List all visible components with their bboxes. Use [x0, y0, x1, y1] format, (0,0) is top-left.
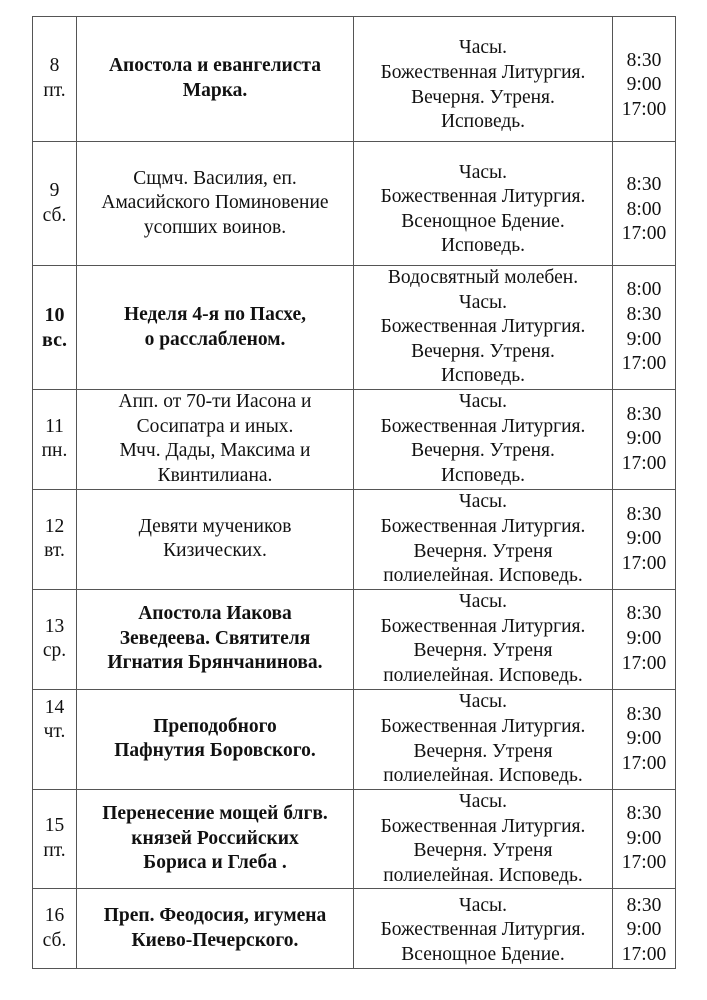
service-line: Вечерня. Утреня.	[411, 86, 555, 108]
times-cell	[613, 390, 676, 490]
schedule-row	[33, 889, 676, 969]
service-time: 9:00	[626, 74, 662, 96]
service-line: Часы.	[459, 491, 507, 513]
date-cell	[33, 266, 77, 390]
schedule-row	[33, 142, 676, 266]
service-time: 17:00	[621, 223, 667, 245]
schedule-row	[33, 789, 676, 889]
service-line: Часы.	[459, 161, 507, 183]
feast-line: Игнатия Брянчанинова.	[107, 652, 323, 674]
service-line: полиелейная. Исповедь.	[383, 765, 583, 787]
weekday: пн.	[41, 440, 68, 462]
schedule-row	[33, 689, 676, 789]
weekday: пт.	[43, 840, 66, 862]
feast-cell	[77, 142, 354, 266]
weekday: вс.	[42, 328, 67, 351]
service-line: Исповедь.	[440, 235, 526, 257]
service-line: Часы.	[459, 391, 507, 413]
date-cell	[33, 489, 77, 589]
service-time: 8:30	[626, 603, 662, 625]
day-number: 8	[49, 55, 60, 77]
service-line: Вечерня. Утреня	[413, 540, 553, 562]
date-cell	[33, 17, 77, 142]
feast-line: Девяти мучеников	[138, 515, 292, 537]
service-line: Божественная Литургия.	[380, 316, 586, 338]
feast-line: Сщмч. Василия, еп.	[133, 167, 297, 189]
times-cell	[613, 142, 676, 266]
service-line: Вечерня. Утреня.	[411, 340, 555, 362]
feast-line: Сосипатра и иных.	[136, 415, 294, 437]
feast-line: Апостола Иакова	[138, 603, 292, 625]
service-time: 8:30	[626, 303, 662, 325]
service-line: Часы.	[459, 291, 507, 313]
feast-line: Кизических.	[163, 540, 267, 562]
feast-line: усопших воинов.	[143, 216, 287, 238]
service-schedule-table	[32, 16, 676, 969]
weekday: пт.	[43, 80, 66, 101]
service-time: 8:30	[626, 403, 662, 425]
service-line: Водосвятный молебен.	[387, 267, 579, 289]
service-time: 8:30	[626, 803, 662, 825]
weekday: вт.	[44, 540, 65, 562]
feast-line: Апостола и евангелиста	[108, 55, 322, 77]
service-time: 17:00	[621, 943, 667, 965]
date-cell	[33, 689, 77, 789]
feast-line: Апп. от 70-ти Иасона и	[118, 391, 312, 413]
schedule-row	[33, 589, 676, 689]
feast-cell	[77, 17, 354, 142]
feast-cell	[77, 889, 354, 969]
feast-line: Перенесение мощей блгв.	[102, 803, 328, 825]
date-cell	[33, 589, 77, 689]
feast-line: Марка.	[182, 80, 248, 101]
service-line: Исповедь.	[440, 465, 526, 487]
day-number: 14	[44, 696, 65, 718]
service-line: Исповедь.	[440, 365, 526, 387]
service-line: Божественная Литургия.	[380, 815, 586, 837]
day-number: 15	[44, 815, 65, 837]
service-line: Божественная Литургия.	[380, 516, 586, 538]
services-cell	[354, 266, 613, 390]
day-number: 16	[44, 905, 65, 927]
service-time: 8:30	[626, 894, 662, 916]
service-line: полиелейная. Исповедь.	[383, 565, 583, 587]
service-time: 8:30	[626, 174, 662, 195]
times-cell	[613, 489, 676, 589]
service-time: 9:00	[626, 628, 662, 650]
day-number: 9	[49, 179, 60, 201]
date-cell	[33, 390, 77, 490]
service-time: 17:00	[621, 452, 667, 474]
feast-line: о расслабленом.	[144, 328, 286, 350]
service-time: 8:30	[626, 49, 662, 71]
service-line: Вечерня. Утреня	[413, 640, 553, 662]
feast-line: Преп. Феодосия, игумена	[103, 905, 327, 927]
services-cell	[354, 17, 613, 142]
services-cell	[354, 489, 613, 589]
schedule-row	[33, 390, 676, 490]
feast-cell	[77, 266, 354, 390]
feast-line: Пафнутия Боровского.	[114, 740, 316, 762]
service-line: Божественная Литургия.	[380, 186, 586, 208]
feast-line: Мчч. Дады, Максима и	[119, 440, 311, 462]
services-cell	[354, 689, 613, 789]
service-time: 17:00	[621, 353, 667, 375]
service-line: Вечерня. Утреня	[413, 840, 553, 862]
service-line: Часы.	[459, 691, 507, 713]
feast-line: Амасийского Поминовение	[101, 192, 329, 214]
service-line: Божественная Литургия.	[380, 919, 586, 941]
weekday: сб.	[42, 929, 67, 951]
feast-line: Бориса и Глеба .	[143, 852, 287, 874]
service-time: 9:00	[626, 919, 662, 941]
service-time: 8:00	[626, 198, 662, 220]
times-cell	[613, 889, 676, 969]
service-line: Вечерня. Утреня	[413, 740, 553, 762]
times-cell	[613, 266, 676, 390]
service-time: 9:00	[626, 827, 662, 849]
times-cell	[613, 589, 676, 689]
services-cell	[354, 390, 613, 490]
service-line: Исповедь.	[440, 111, 526, 133]
day-number: 11	[45, 415, 64, 437]
service-time: 8:30	[626, 703, 662, 725]
service-time: 17:00	[621, 98, 667, 120]
service-line: Всенощное Бдение.	[401, 210, 565, 232]
service-line: Божественная Литургия.	[380, 615, 586, 637]
feast-line: князей Российских	[131, 827, 299, 849]
services-cell	[354, 789, 613, 889]
feast-cell	[77, 789, 354, 889]
service-line: Божественная Литургия.	[380, 415, 586, 437]
date-cell	[33, 142, 77, 266]
schedule-body	[33, 17, 676, 969]
feast-cell	[77, 390, 354, 490]
feast-line: Квинтилиана.	[157, 464, 273, 486]
service-time: 9:00	[626, 328, 662, 350]
schedule-row	[33, 489, 676, 589]
times-cell	[613, 789, 676, 889]
service-line: полиелейная. Исповедь.	[383, 864, 583, 886]
weekday: сб.	[42, 204, 67, 226]
services-cell	[354, 589, 613, 689]
service-line: Часы.	[459, 37, 507, 59]
service-time: 17:00	[621, 852, 667, 874]
service-line: полиелейная. Исповедь.	[383, 664, 583, 686]
service-line: Часы.	[459, 790, 507, 812]
service-time: 8:30	[626, 503, 662, 525]
service-time: 9:00	[626, 428, 662, 450]
day-number: 10	[44, 303, 65, 326]
day-number: 12	[44, 515, 65, 537]
service-line: Божественная Литургия.	[380, 62, 586, 84]
service-time: 9:00	[626, 528, 662, 550]
service-time: 17:00	[621, 552, 667, 574]
date-cell	[33, 889, 77, 969]
feast-cell	[77, 589, 354, 689]
schedule-row	[33, 266, 676, 390]
schedule-row	[33, 17, 676, 142]
service-line: Часы.	[459, 894, 507, 916]
services-cell	[354, 889, 613, 969]
service-time: 17:00	[621, 652, 667, 674]
service-line: Вечерня. Утреня.	[411, 440, 555, 462]
times-cell	[613, 689, 676, 789]
service-time: 8:00	[626, 279, 662, 301]
service-line: Часы.	[459, 591, 507, 613]
feast-line: Киево-Печерского.	[131, 929, 299, 951]
feast-cell	[77, 689, 354, 789]
service-line: Божественная Литургия.	[380, 715, 586, 737]
times-cell	[613, 17, 676, 142]
services-cell	[354, 142, 613, 266]
service-time: 9:00	[626, 728, 662, 750]
feast-line: Преподобного	[153, 715, 277, 737]
weekday: чт.	[43, 721, 66, 743]
service-time: 17:00	[621, 752, 667, 774]
day-number: 13	[44, 615, 65, 637]
feast-cell	[77, 489, 354, 589]
date-cell	[33, 789, 77, 889]
weekday: ср.	[42, 640, 67, 662]
feast-line: Неделя 4-я по Пасхе,	[123, 303, 307, 325]
feast-line: Зеведеева. Святителя	[119, 627, 311, 649]
service-line: Всенощное Бдение.	[401, 943, 565, 965]
